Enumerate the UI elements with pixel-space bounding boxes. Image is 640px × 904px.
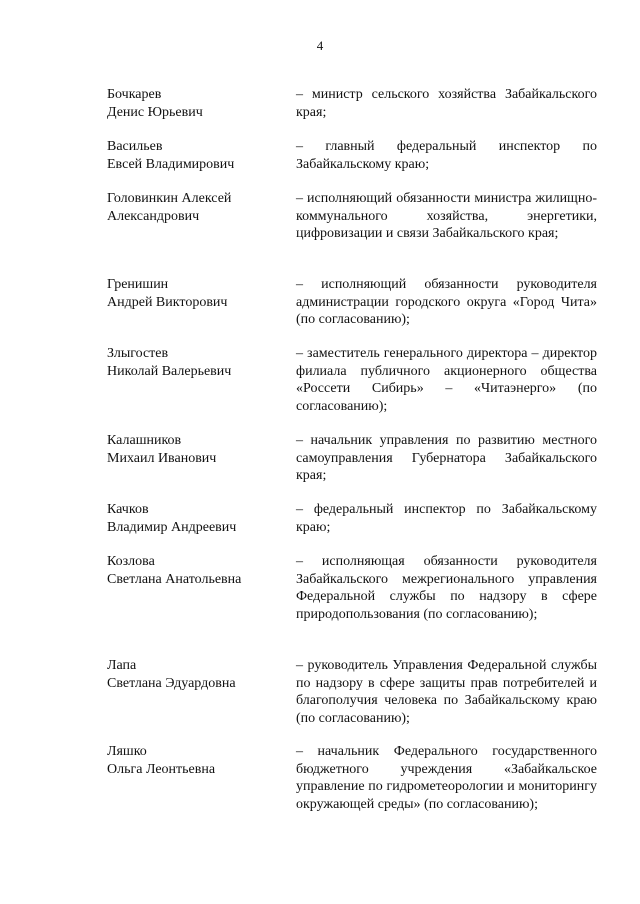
member-entry-vasilyev: [107, 138, 597, 173]
member-entry-zlygostev: [107, 345, 597, 415]
member-given-names: Владимир Андреевич: [107, 519, 237, 535]
member-name: [107, 432, 296, 485]
member-position: – начальник Федерального государственного бюджетного учреждения «Забайкальское управление по гидрометеорологии и мониторингу окружающей среды» (по согласованию);: [296, 744, 597, 812]
member-surname: Головинкин Алексей: [107, 191, 232, 206]
member-position: – начальник управления по развитию местного самоуправления Губернатора Забайкальского края;: [296, 433, 597, 483]
member-name: [107, 553, 296, 623]
member-given-names: Денис Юрьевич: [107, 104, 203, 120]
member-position: – заместитель генерального директора – директор филиала публичного акционерного общества «Россети Сибирь» – «Читаэнерго» (по согласованию);: [296, 346, 597, 414]
member-surname: Козлова: [107, 554, 155, 569]
member-position: – главный федеральный инспектор по Забайкальскому краю;: [296, 139, 597, 172]
member-entry-lapa: [107, 657, 597, 727]
member-name: [107, 86, 296, 121]
member-surname: Калашников: [107, 433, 182, 448]
member-given-names: Николай Валерьевич: [107, 363, 232, 379]
page-number: 4: [316, 38, 324, 53]
member-given-names: Ольга Леонтьевна: [107, 761, 216, 777]
member-name: [107, 276, 296, 329]
member-given-names: Михаил Иванович: [107, 450, 217, 466]
member-name: [107, 657, 296, 727]
member-entry-grenishin: [107, 276, 597, 329]
member-surname: Злыгостев: [107, 346, 169, 361]
member-position: – исполняющая обязанности руководителя Забайкальского межрегионального управления Федеральной службы по надзору в сфере природопользования (по согласованию);: [296, 554, 597, 622]
member-name: [107, 345, 296, 415]
member-position: – исполняющий обязанности руководителя администрации городского округа «Город Чита» (по согласованию);: [296, 277, 597, 327]
member-name: [107, 138, 296, 173]
member-entry-golovinkin: [107, 190, 597, 243]
member-position: – министр сельского хозяйства Забайкальского края;: [296, 87, 597, 120]
member-surname: Бочкарев: [107, 87, 162, 102]
member-surname: Лапа: [107, 658, 137, 673]
member-entry-lyashko: [107, 743, 597, 813]
member-surname: Васильев: [107, 139, 163, 154]
member-surname: Качков: [107, 502, 149, 517]
member-surname: Ляшко: [107, 744, 147, 759]
member-position: – руководитель Управления Федеральной службы по надзору в сфере защиты прав потребителей и благополучия человека по Забайкальскому краю (по согласованию);: [296, 658, 597, 726]
member-given-names: Андрей Викторович: [107, 294, 228, 310]
member-name: [107, 743, 296, 813]
member-position: – федеральный инспектор по Забайкальскому краю;: [296, 502, 597, 535]
member-given-names: Светлана Эдуардовна: [107, 675, 236, 691]
member-name: [107, 501, 296, 536]
member-entry-kachkov: [107, 501, 597, 536]
member-position: – исполняющий обязанности министра жилищно-коммунального хозяйства, энергетики, цифровизации и связи Забайкальского края;: [296, 191, 597, 241]
member-given-names: Светлана Анатольевна: [107, 571, 242, 587]
member-name: [107, 190, 296, 243]
member-entry-kozlova: [107, 553, 597, 623]
member-entry-kalashnikov: [107, 432, 597, 485]
member-entry-bochkarev: [107, 86, 597, 121]
member-given-names: Евсей Владимирович: [107, 156, 235, 172]
member-given-names: Александрович: [107, 208, 200, 224]
member-surname: Гренишин: [107, 277, 169, 292]
